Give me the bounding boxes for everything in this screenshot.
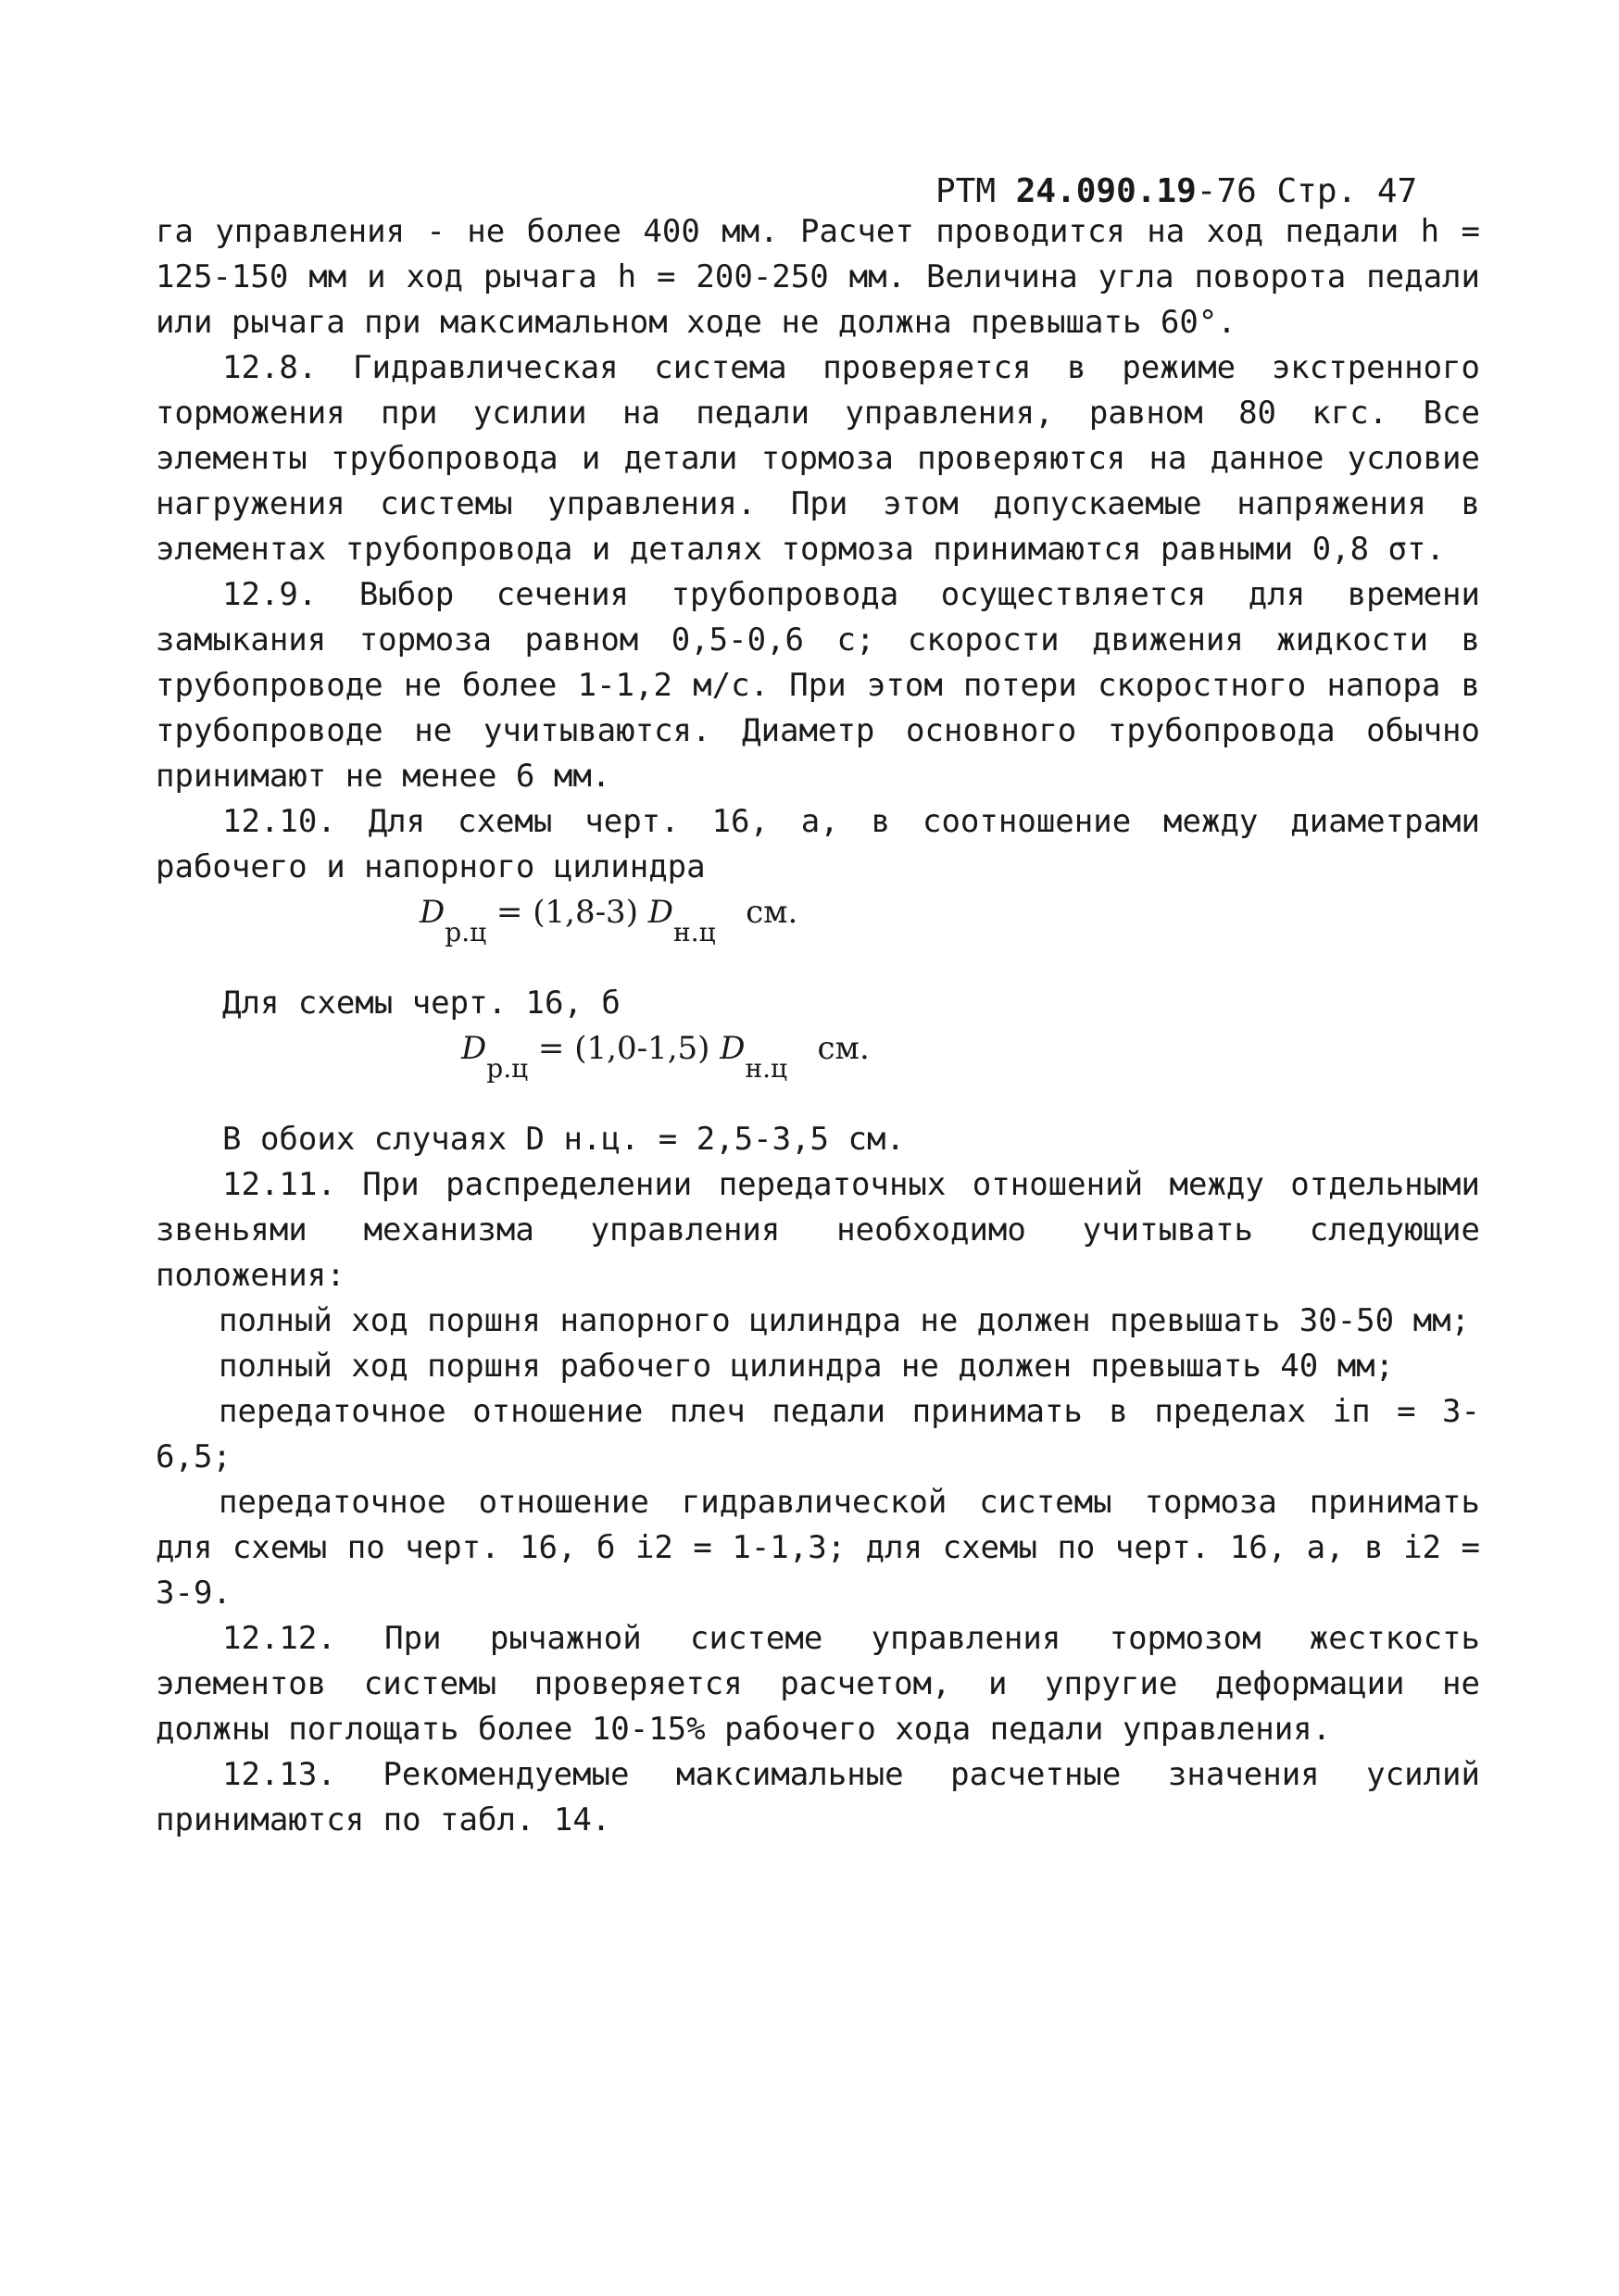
formula1-rhs: D: [647, 894, 674, 931]
formula2-lhs: D: [461, 1030, 487, 1067]
list-item-pedal-ratio: передаточное отношение плеч педали принимать в пределах iп = 3-6,5;: [156, 1393, 1480, 1475]
header-prefix: РТМ: [935, 172, 997, 210]
formula1-range: (1,8-3): [533, 894, 638, 931]
document-body: [156, 209, 1480, 1843]
line-scheme-b: Для схемы черт. 16, б: [222, 985, 621, 1022]
formula-scheme-a: [156, 890, 1480, 981]
formula1-unit: см.: [746, 894, 798, 931]
header-year-page: -76 Стр. 47: [1196, 172, 1418, 210]
formula1-lhs: D: [420, 894, 446, 931]
page-header: [935, 169, 1417, 214]
header-number: 24.090.19: [1015, 172, 1197, 210]
formula1-lhs-sub: р.ц: [445, 917, 487, 947]
formula2-rhs-sub: н.ц: [745, 1053, 788, 1084]
formula2-lhs-sub: р.ц: [486, 1053, 529, 1084]
formula1-rhs-sub: н.ц: [673, 917, 716, 947]
list-item-piston-supply: полный ход поршня напорного цилиндра не должен превышать 30-50 мм;: [219, 1302, 1471, 1339]
paragraph-12-8: 12.8. Гидравлическая система проверяется в режиме экстренного торможения при усилии на педали управления, равном 80 кгс. Все элементы трубопровода и детали тормоза проверяются на данное условие нагружения системы управления. При этом допускаемые напряжения в элементах трубопровода и деталях тормоза принимаются равными 0,8 σт.: [156, 349, 1480, 568]
paragraph-intro: га управления - не более 400 мм. Расчет проводится на ход педали h = 125-150 мм и ход рычага h = 200-250 мм. Величина угла поворота педали или рычага при максимальном ходе не должна превышать 60°.: [156, 213, 1480, 341]
line-both-cases: В обоих случаях D н.ц. = 2,5-3,5 см.: [222, 1121, 905, 1158]
formula1-eq: =: [496, 894, 523, 931]
formula2-range: (1,0-1,5): [574, 1030, 710, 1067]
paragraph-12-12: 12.12. При рычажной системе управления тормозом жесткость элементов системы проверяется расчетом, и упругие деформации не должны поглощать более 10-15% рабочего хода педали управления.: [156, 1620, 1480, 1748]
list-item-hydraulic-ratio: передаточное отношение гидравлической системы тормоза принимать для схемы по черт. 16, б i2 = 1-1,3; для схемы по черт. 16, а, в i2 = 3-9.: [156, 1484, 1480, 1612]
paragraph-12-11: 12.11. При распределении передаточных отношений между отдельными звеньями механизма управления необходимо учитывать следующие положения:: [156, 1166, 1480, 1294]
paragraph-12-13: 12.13. Рекомендуемые максимальные расчетные значения усилий принимаются по табл. 14.: [156, 1756, 1480, 1838]
formula2-unit: см.: [817, 1030, 870, 1067]
formula2-rhs: D: [720, 1030, 746, 1067]
paragraph-12-9: 12.9. Выбор сечения трубопровода осуществляется для времени замыкания тормоза равном 0,5-0,6 с; скорости движения жидкости в трубопроводе не более 1-1,2 м/с. При этом потери скоростного напора в трубопроводе не учитываются. Диаметр основного трубопровода обычно принимают не менее 6 мм.: [156, 576, 1480, 795]
paragraph-12-10: 12.10. Для схемы черт. 16, а, в соотношение между диаметрами рабочего и напорного цилиндра: [156, 803, 1480, 885]
formula2-eq: =: [537, 1030, 565, 1067]
list-item-piston-working: полный ход поршня рабочего цилиндра не должен превышать 40 мм;: [219, 1348, 1395, 1385]
formula-scheme-b: [156, 1026, 1480, 1117]
